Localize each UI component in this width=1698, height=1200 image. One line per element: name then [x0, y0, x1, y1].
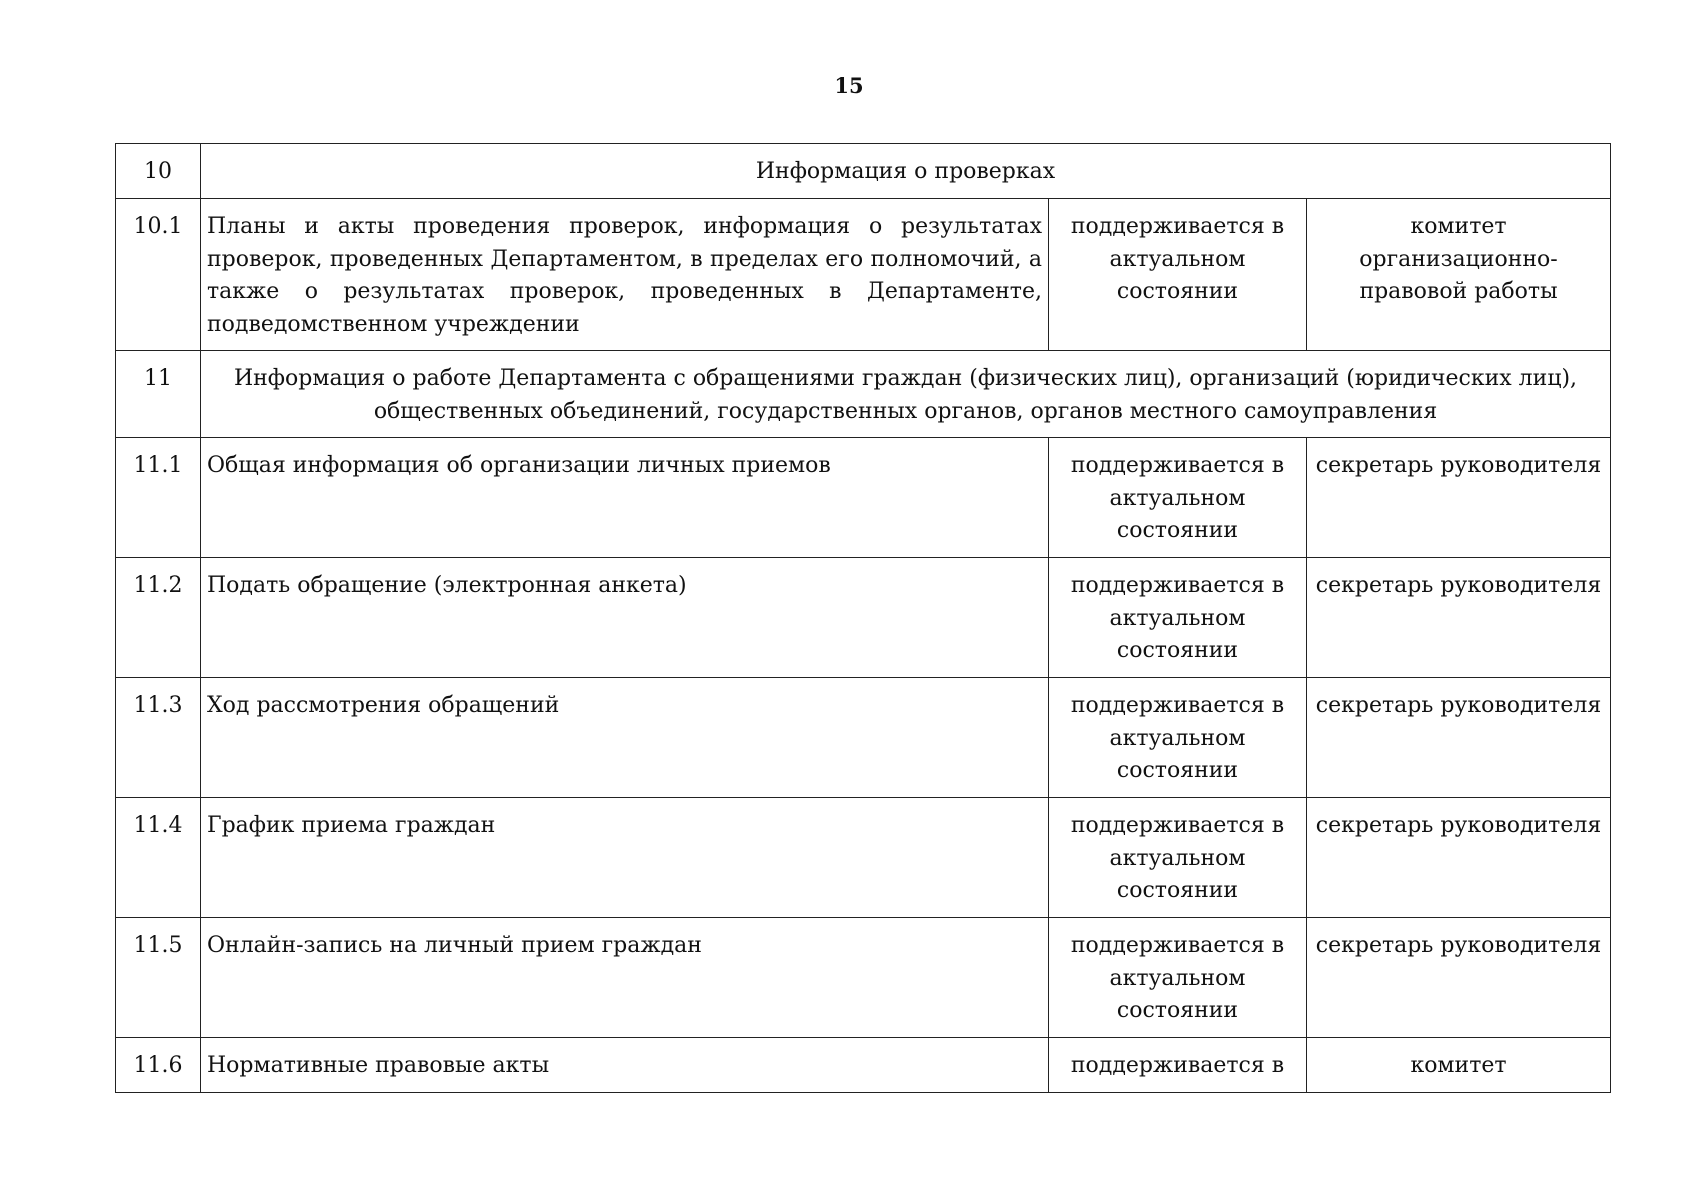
- row-responsible: комитет организационно-правовой работы: [1307, 199, 1611, 351]
- row-status: поддерживается в актуальном состоянии: [1049, 678, 1307, 798]
- row-responsible: секретарь руководителя: [1307, 798, 1611, 918]
- section-number: 11: [116, 351, 201, 438]
- table-row: [116, 438, 1611, 558]
- table-row: [116, 558, 1611, 678]
- section-row-10: [116, 144, 1611, 199]
- row-responsible: секретарь руководителя: [1307, 558, 1611, 678]
- row-responsible: секретарь руководителя: [1307, 438, 1611, 558]
- section-number: 10: [116, 144, 201, 199]
- row-number: 11.2: [116, 558, 201, 678]
- row-status: поддерживается в актуальном состоянии: [1049, 438, 1307, 558]
- information-table: [115, 143, 1611, 1093]
- table-row: [116, 678, 1611, 798]
- row-name: Общая информация об организации личных приемов: [201, 438, 1049, 558]
- section-row-11: [116, 351, 1611, 438]
- row-number: 11.3: [116, 678, 201, 798]
- row-name: Онлайн-запись на личный прием граждан: [201, 918, 1049, 1038]
- row-responsible: секретарь руководителя: [1307, 918, 1611, 1038]
- row-responsible: секретарь руководителя: [1307, 678, 1611, 798]
- row-status: поддерживается в актуальном состоянии: [1049, 199, 1307, 351]
- row-number: 11.5: [116, 918, 201, 1038]
- table-row: [116, 1038, 1611, 1093]
- row-name: Подать обращение (электронная анкета): [201, 558, 1049, 678]
- row-status: поддерживается в актуальном состоянии: [1049, 558, 1307, 678]
- section-title: Информация о работе Департамента с обращениями граждан (физических лиц), организаций (юридических лиц), общественных объединений, государственных органов, органов местного самоуправления: [201, 351, 1611, 438]
- row-name: Планы и акты проведения проверок, информация о результатах проверок, проведенных Департаментом, в пределах его полномочий, а также о результатах проверок, проведенных в Департаменте, подведомственном учреждении: [201, 199, 1049, 351]
- page-number: 15: [834, 73, 864, 98]
- row-number: 11.6: [116, 1038, 201, 1093]
- row-status: поддерживается в актуальном состоянии: [1049, 918, 1307, 1038]
- row-number: 11.1: [116, 438, 201, 558]
- table-row: [116, 798, 1611, 918]
- row-name: Нормативные правовые акты: [201, 1038, 1049, 1093]
- row-name: График приема граждан: [201, 798, 1049, 918]
- row-responsible: комитет: [1307, 1038, 1611, 1093]
- row-status: поддерживается в актуальном состоянии: [1049, 798, 1307, 918]
- table-row: [116, 199, 1611, 351]
- table-row: [116, 918, 1611, 1038]
- row-number: 10.1: [116, 199, 201, 351]
- row-name: Ход рассмотрения обращений: [201, 678, 1049, 798]
- row-number: 11.4: [116, 798, 201, 918]
- row-status: поддерживается в: [1049, 1038, 1307, 1093]
- section-title: Информация о проверках: [201, 144, 1611, 199]
